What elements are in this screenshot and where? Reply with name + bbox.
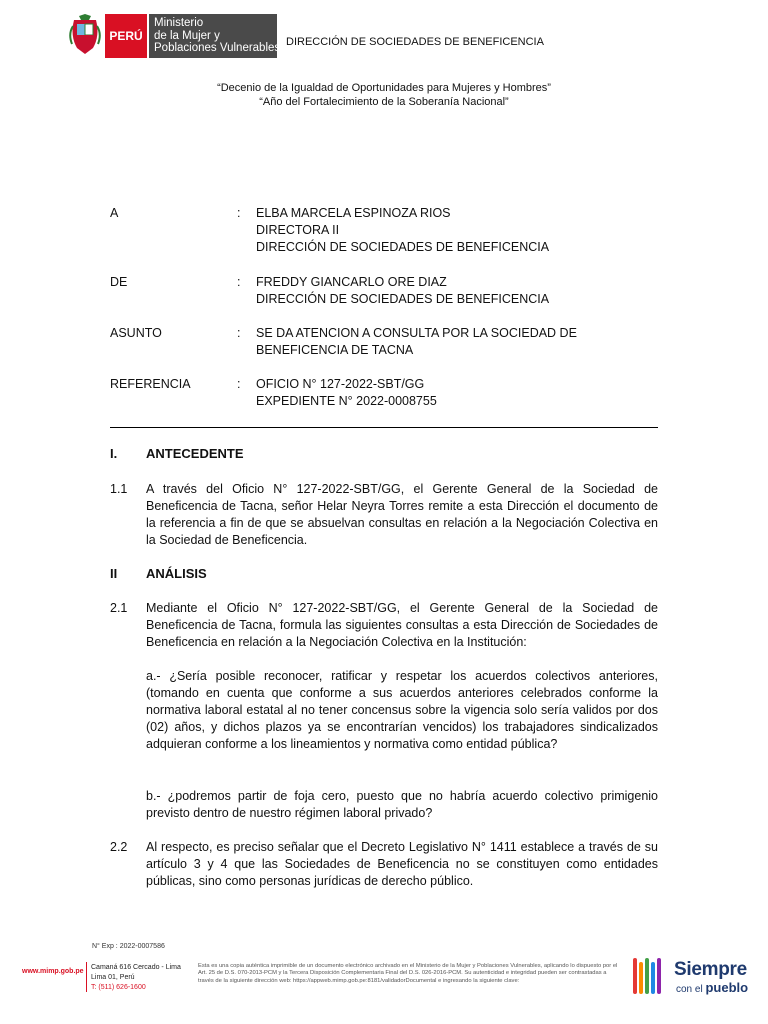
colon: : [237, 326, 241, 340]
question-b: b.- ¿podremos partir de foja cero, puesto que no habría acuerdo colectivo primigenio previsto dentro de nuestro régimen laboral privado? [146, 789, 658, 820]
from-line: DIRECCIÓN DE SOCIEDADES DE BENEFICENCIA [256, 292, 550, 306]
question-a: a.- ¿Sería posible reconocer, ratificar y respetar los acuerdos colectivos anteriores, (tomando en cuenta que conforme a sus acuerdos anteriores celebrados conforme la normativa laboral estatal al no tener concensus sobre la vigencia solo sería validos por dos (02) años, y dichos plazos ya se encontrarían vencidos) los trabajadores sindicalizados adquieran conforme a los lineamientos y normativa como entidad pública? [146, 669, 658, 751]
to-line: DIRECTORA II [256, 223, 340, 237]
reference-value [256, 376, 437, 410]
disclaimer: Esta es una copia auténtica imprimible de un documento electrónico archivado en el Ministerio de la Mujer y Poblaciones Vulnerables, aplicando lo dispuesto por el Art. 25 de D.S. 070-2013-PCM y la Tercera Disposición Complementaria Final del D.S. 026-2016-PCM. Su autenticidad e integridad pueden ser contrastadas a través de la siguiente dirección web: https://appweb.mimp.gob.pe:8181/validadorDocumental e ingresando la siguiente clave: [198, 963, 618, 984]
slogan-pre: con el [676, 984, 703, 995]
colon: : [237, 275, 241, 289]
peru-logo: PERÚ [105, 14, 147, 58]
section-number: I. [110, 446, 118, 461]
paragraph: Al respecto, es preciso señalar que el Decreto Legislativo N° 1411 establece a través de su artículo 3 y 4 que las Sociedades de Beneficencia no se constituyen como entidades públicas, sino como personas jurídicas de derecho público. [146, 840, 658, 888]
to-line: ELBA MARCELA ESPINOZA RIOS [256, 206, 451, 220]
reference-label: REFERENCIA [110, 377, 191, 391]
section-title: ANTECEDENTE [146, 446, 244, 461]
ministry-logo [149, 14, 281, 58]
coat-of-arms-icon [68, 14, 102, 58]
from-value [256, 274, 549, 308]
expedient-number: N° Exp : 2022-0007586 [92, 943, 165, 950]
paragraph-number: 2.1 [110, 601, 128, 615]
header-direction: DIRECCIÓN DE SOCIEDADES DE BENEFICENCIA [286, 36, 544, 48]
section-title: ANÁLISIS [146, 566, 207, 581]
address-line: Lima 01, Perú [91, 974, 135, 981]
ministry-line: Ministerio [154, 17, 204, 29]
paragraph-number: 1.1 [110, 482, 128, 496]
section-number: II [110, 566, 118, 581]
phone: T: (511) 626-1600 [91, 984, 146, 991]
ministry-line: Poblaciones Vulnerables [154, 42, 281, 54]
colon: : [237, 206, 241, 220]
from-label: DE [110, 275, 128, 289]
colon: : [237, 377, 241, 391]
paragraph: A través del Oficio N° 127-2022-SBT/GG, el Gerente General de la Sociedad de Beneficencia de Tacna, señor Helar Neyra Torres remite a esta Dirección el documento de la referencia a fin de que se absuelvan consultas en relación a la Negociación Colectiva en la Sociedad de Beneficencia. [146, 482, 658, 547]
to-line: DIRECCIÓN DE SOCIEDADES DE BENEFICENCIA [256, 240, 550, 254]
subject-label: ASUNTO [110, 326, 162, 340]
to-label: A [110, 206, 119, 220]
slogan-main: Siempre [674, 959, 747, 980]
website-link[interactable]: www.mimp.gob.pe [22, 968, 84, 975]
slogan-last: pueblo [705, 980, 749, 995]
to-value [256, 205, 549, 256]
paragraph: Mediante el Oficio N° 127-2022-SBT/GG, el Gerente General de la Sociedad de Beneficencia de Tacna, formula las siguientes consultas a esta Dirección de Sociedades de Beneficencia en relación a la Negociación Colectiva en la Institución: [146, 601, 658, 649]
decenio-text: “Decenio de la Igualdad de Oportunidades para Mujeres y Hombres” [217, 82, 551, 94]
from-line: FREDDY GIANCARLO ORE DIAZ [256, 275, 447, 289]
ministry-line: de la Mujer y [154, 29, 220, 42]
colorful-people-icon [632, 956, 662, 996]
footer-divider [86, 962, 87, 992]
subject-value [256, 325, 577, 359]
paragraph-number: 2.2 [110, 840, 128, 854]
reference-line: OFICIO N° 127-2022-SBT/GG [256, 377, 425, 391]
slogan-sub [676, 980, 748, 995]
separator-line [110, 427, 658, 428]
address-line: Camaná 616 Cercado - Lima [91, 964, 181, 971]
subject-line: SE DA ATENCION A CONSULTA POR LA SOCIEDAD DE [256, 326, 577, 340]
reference-line: EXPEDIENTE N° 2022-0008755 [256, 394, 437, 408]
address [91, 963, 181, 993]
subject-line: BENEFICENCIA DE TACNA [256, 343, 414, 357]
year-name-text: “Año del Fortalecimiento de la Soberanía Nacional” [259, 96, 509, 108]
